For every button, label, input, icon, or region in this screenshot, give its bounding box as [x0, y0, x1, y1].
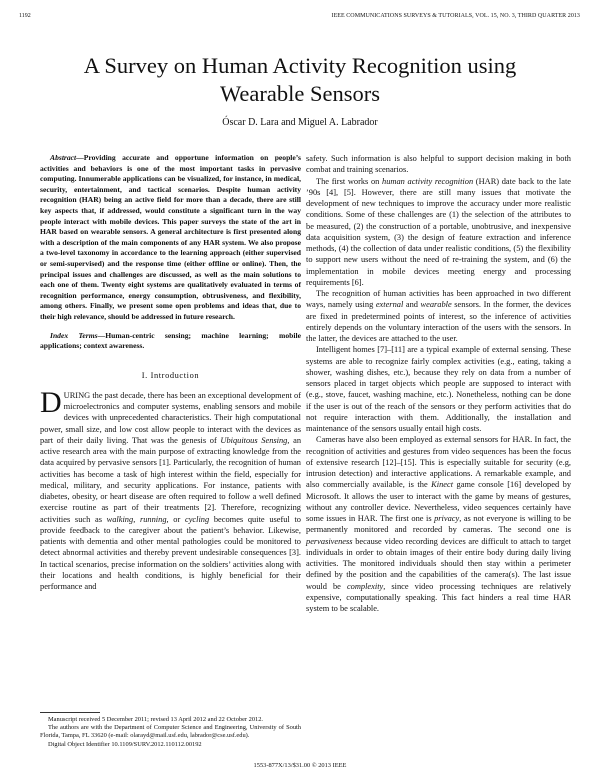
title-line-1: A Survey on Human Activity Recognition using [83, 53, 517, 78]
footnote-manuscript: Manuscript received 5 December 2011; revised 13 April 2012 and 22 October 2012. [48, 716, 264, 723]
footnote [40, 716, 301, 749]
rp4-em-complexity: complexity [346, 581, 384, 591]
rp1-b: (HAR) date back to the late ’90s [4], [5]. However, there are still many issues that motivate the development of new techniques to improve the accuracy under more realistic conditions. Some of these challenges are (1) the selection of the attributes to be measured, (2) the construction of a portable, unobtrusive, and inexpensive data acquisition system, (3) the design of feature extraction and inference methods, (4) the collection of data under realistic conditions, (5) the flexibility to support new users without the need of re-training the system, and (6) the implementation in mobile devices meeting energy and processing requirements [6]. [306, 176, 572, 287]
right-paragraph-3: Intelligent homes [7]–[11] are a typical example of external sensing. These systems are able to recognize fairly complex activities (e.g., eating, taking a shower, washing dishes, etc.), because they rely on data from a number of sensors placed in target objects which people are supposed to interact with (e.g., stove, faucet, washing machine, etc.). Nonetheless, nothing can be done if the user is out of the reach of the sensors or they perform activities that do not require interaction with them. Additionally, the installation and maintenance of the sensors usually entail high costs. [306, 345, 571, 433]
intro-text-c: , [133, 514, 140, 524]
title-line-2: Wearable Sensors [219, 81, 380, 106]
running-header: IEEE COMMUNICATIONS SURVEYS & TUTORIALS, VOL. 15, NO. 3, THIRD QUARTER 2013 [331, 13, 580, 19]
intro-text-e: becomes quite useful to provide feedback to the caregiver about the patient’s behavior. Likewise, patients with dementia and other mental pathologies could be monitored to detect abnormal activities and thereby prevent undesirable consequences [3]. In tactical scenarios, precise information on the soldiers’ activities along with their locations and health conditions, is highly beneficial for their performance and [40, 514, 301, 592]
rp4-em-pervasiveness: pervasiveness [306, 536, 353, 546]
right-paragraph-1 [306, 176, 571, 289]
rp4-a: Cameras have also been employed as external sensors for HAR. In fact, the recognition of activities and gestures from video sequences has been the focus of extensive research [12]–[15]. This is especially suitable for security (e.g, intrusion detection) and interactive applications. A remarkable example, and also commercially available, is the [306, 435, 571, 490]
intro-em-walking: walking [106, 514, 134, 524]
abstract-text: —Providing accurate and opportune information on people’s activities and behaviors is one of the most important tasks in pervasive computing. Innumerable applications can be visualized, for instance, in medical, security, entertainment, and tactical scenarios. Despite human activity recognition (HAR) being an active field for more than a decade, there are still key aspects that, if addressed, would constitute a significant turn in the way people interact with mobile devices. This paper surveys the state of the art in HAR based on wearable sensors. A general architecture is first presented along with a description of the main components of any HAR system. We also propose a two-level taxonomy in accordance to the learning approach (either supervised or semi-supervised) and the response time (either offline or online). Then, the principal issues and challenges are discussed, as well as the main solutions to each one of them. Twenty eight systems are qualitatively evaluated in terms of recognition performance, energy consumption, obtrusiveness, and flexibility, among others. Finally, we present some open problems and ideas that, due to their high relevance, should be addressed in future research. [40, 153, 301, 321]
intro-text-a: URING the past decade, there has been an exceptional development of microelectronics and computer systems, enabling sensors and mobile devices with unprecedented characteristics. Their high computational power, small size, and low cost allow people to interact with the devices as part of their daily living. That was the genesis of [40, 390, 301, 445]
intro-em-ubiquitous: Ubiquitous Sensing [220, 435, 288, 445]
right-column [306, 153, 571, 614]
page-number: 1192 [19, 13, 31, 19]
intro-em-cycling: cycling [184, 514, 210, 524]
rp2-a: The recognition of human activities has been approached in two different ways, namely using [306, 289, 571, 310]
index-terms [40, 331, 301, 352]
authors: Óscar D. Lara and Miguel A. Labrador [222, 117, 378, 128]
drop-cap: D [40, 385, 62, 419]
abstract-label: Abstract [50, 153, 77, 162]
rp4-d: because video recording devices are difficult to attach to target individuals in order to obtain images of their entire body during daily living activities. The monitored individuals should then stay within a perimeter defined by the position and the capabilities of the camera(s). The last issue would be [306, 536, 571, 591]
right-paragraph-4 [306, 434, 571, 614]
intro-text-d: , or [166, 514, 185, 524]
rp2-c: sensors. In the former, the devices are fixed in predetermined points of interest, so the inference of activities entirely depends on the voluntary interaction of the users with the sensors. In the latter, the devices are attached to the user. [306, 300, 571, 343]
rp2-em-wearable: wearable [420, 300, 452, 310]
rp2-b: and [403, 300, 421, 310]
footnote-doi: Digital Object Identifier 10.1109/SURV.2012.110112.00192 [48, 740, 202, 748]
intro-paragraph-1 [40, 385, 302, 593]
index-terms-label: Index Terms [50, 330, 98, 340]
footnote-rule [40, 712, 100, 713]
copyright-footer: 1553-877X/13/$31.00 © 2013 IEEE [253, 762, 347, 769]
rp4-e: , since video processing techniques are relatively expensive, computationally speaking. This fact hinders a real time HAR system to be scalable. [306, 581, 572, 613]
footnote-affiliation: The authors are with the Department of Computer Science and Engineering, University of South Florida, Tampa, FL 33620 (e-mail: olarayd@mail.usf.edu, labrador@cse.usf.edu). [40, 724, 301, 740]
abstract [40, 153, 301, 323]
index-terms-text: —Human-centric sensing; machine learning; mobile applications; context awareness. [40, 330, 301, 351]
rp4-c: , as not everyone is willing to be permanently monitored and recorded by cameras. The second one is [306, 514, 571, 535]
right-paragraph-0: safety. Such information is also helpful to support decision making in both combat and training scenarios. [306, 154, 571, 175]
intro-em-running: running [139, 514, 167, 524]
rp1-a: The first works on [316, 176, 383, 186]
rp2-em-external: external [375, 300, 404, 310]
right-paragraph-2 [306, 288, 571, 344]
rp4-em-kinect: Kinect [431, 480, 454, 490]
intro-text-b: , an active research area with the main purpose of extracting knowledge from the data acquired by pervasive sensors [1]. Particularly, the recognition of human activities has become a task of high interest within the field, especially for medical, military, and security applications. For instance, patients with diabetes, obesity, or heart disease are often required to follow a well defined exercise routine as part of their treatments [2]. Therefore, recognizing activities such as [40, 435, 302, 524]
section-heading-introduction: I. Introduction [141, 370, 200, 380]
rp4-b: game console [16] developed by Microsoft. It allows the user to interact with the game by means of gestures, without any controller device. Nevertheless, video sequences certainly have some issues in HAR. The first one is [306, 480, 572, 523]
rp4-em-privacy: privacy [434, 514, 460, 523]
paper-title [0, 52, 600, 108]
left-column [40, 153, 301, 592]
rp1-em: human activity recognition [382, 176, 474, 186]
